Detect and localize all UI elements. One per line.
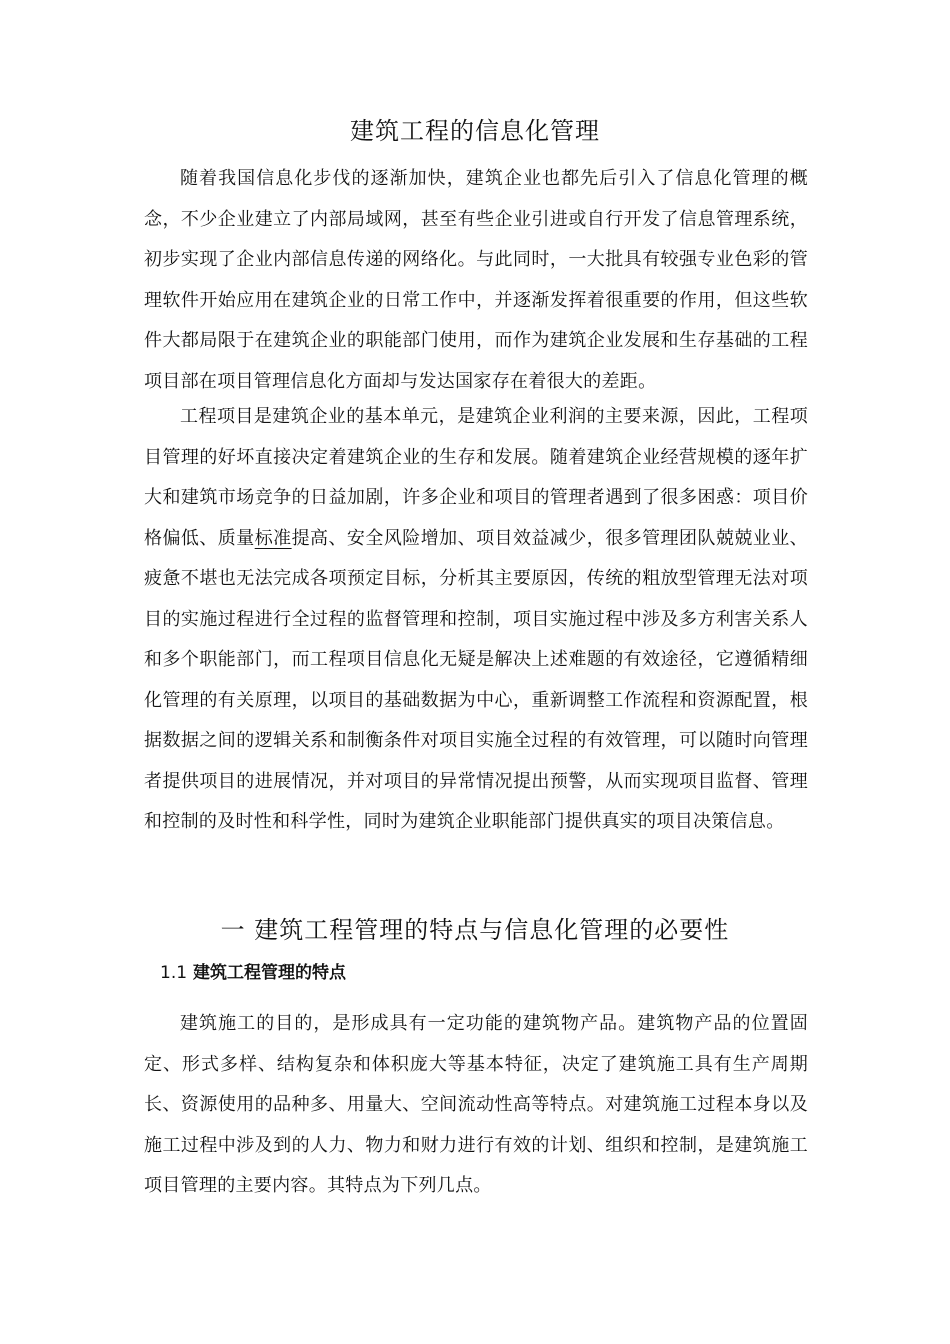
document-title: 建筑工程的信息化管理 [350,117,600,145]
subsection-number: 1.1 [160,963,188,983]
intro-paragraph: 随着我国信息化步伐的逐渐加快，建筑企业也都先后引入了信息化管理的概念，不少企业建立了内部局域网，甚至有些企业引进或自行开发了信息管理系统，初步实现了企业内部信息传递的网络化。与此同时，一大批具有较强专业色彩的管理软件开始应用在建筑企业的日常工作中，并逐渐发挥着很重要的作用，但这些软件大都局限于在建筑企业的职能部门使用，而作为建筑企业发展和生存基础的工程项目部在项目管理信息化方面却与发达国家存在着很大的差距。 [144,168,808,392]
paragraph-text-after: 提高、安全风险增加、项目效益减少，很多管理团队兢兢业业、疲惫不堪也无法完成各项预定目标，分析其主要原因，传统的粗放型管理无法对项目的实施过程进行全过程的监督管理和控制，项目实施过程中涉及多方利害关系人和多个职能部门，而工程项目信息化无疑是解决上述难题的有效途径，它遵循精细化管理的有关原理，以项目的基础数据为中心，重新调整工作流程和资源配置，根据数据之间的逻辑关系和制衡条件对项目实施全过程的有效管理，可以随时向管理者提供项目的进展情况，并对项目的异常情况提出预警，从而实现项目监督、管理和控制的及时性和科学性，同时为建筑企业职能部门提供真实的项目决策信息。 [144,527,808,832]
subsection-title: 建筑工程管理的特点 [192,963,346,983]
underlined-term: 标准 [254,527,292,549]
section-heading: 一 建筑工程管理的特点与信息化管理的必要性 [220,916,730,944]
paragraph-text-before: 工程项目是建筑企业的基本单元，是建筑企业利润的主要来源，因此，工程项目管理的好坏直接决定着建筑企业的生存和发展。随着建筑企业经营规模的逐年扩大和建筑市场竞争的日益加剧，许多企业和项目的管理者遇到了很多困惑：项目价格偏低、质量 [144,406,808,549]
construction-paragraph: 建筑施工的目的，是形成具有一定功能的建筑物产品。建筑物产品的位置固定、形式多样、结构复杂和体积庞大等基本特征，决定了建筑施工具有生产周期长、资源使用的品种多、用量大、空间流动性高等特点。对建筑施工过程本身以及施工过程中涉及到的人力、物力和财力进行有效的计划、组织和控制，是建筑施工项目管理的主要内容。其特点为下列几点。 [144,1013,808,1196]
project-paragraph [144,397,808,843]
subsection-heading [160,958,346,988]
